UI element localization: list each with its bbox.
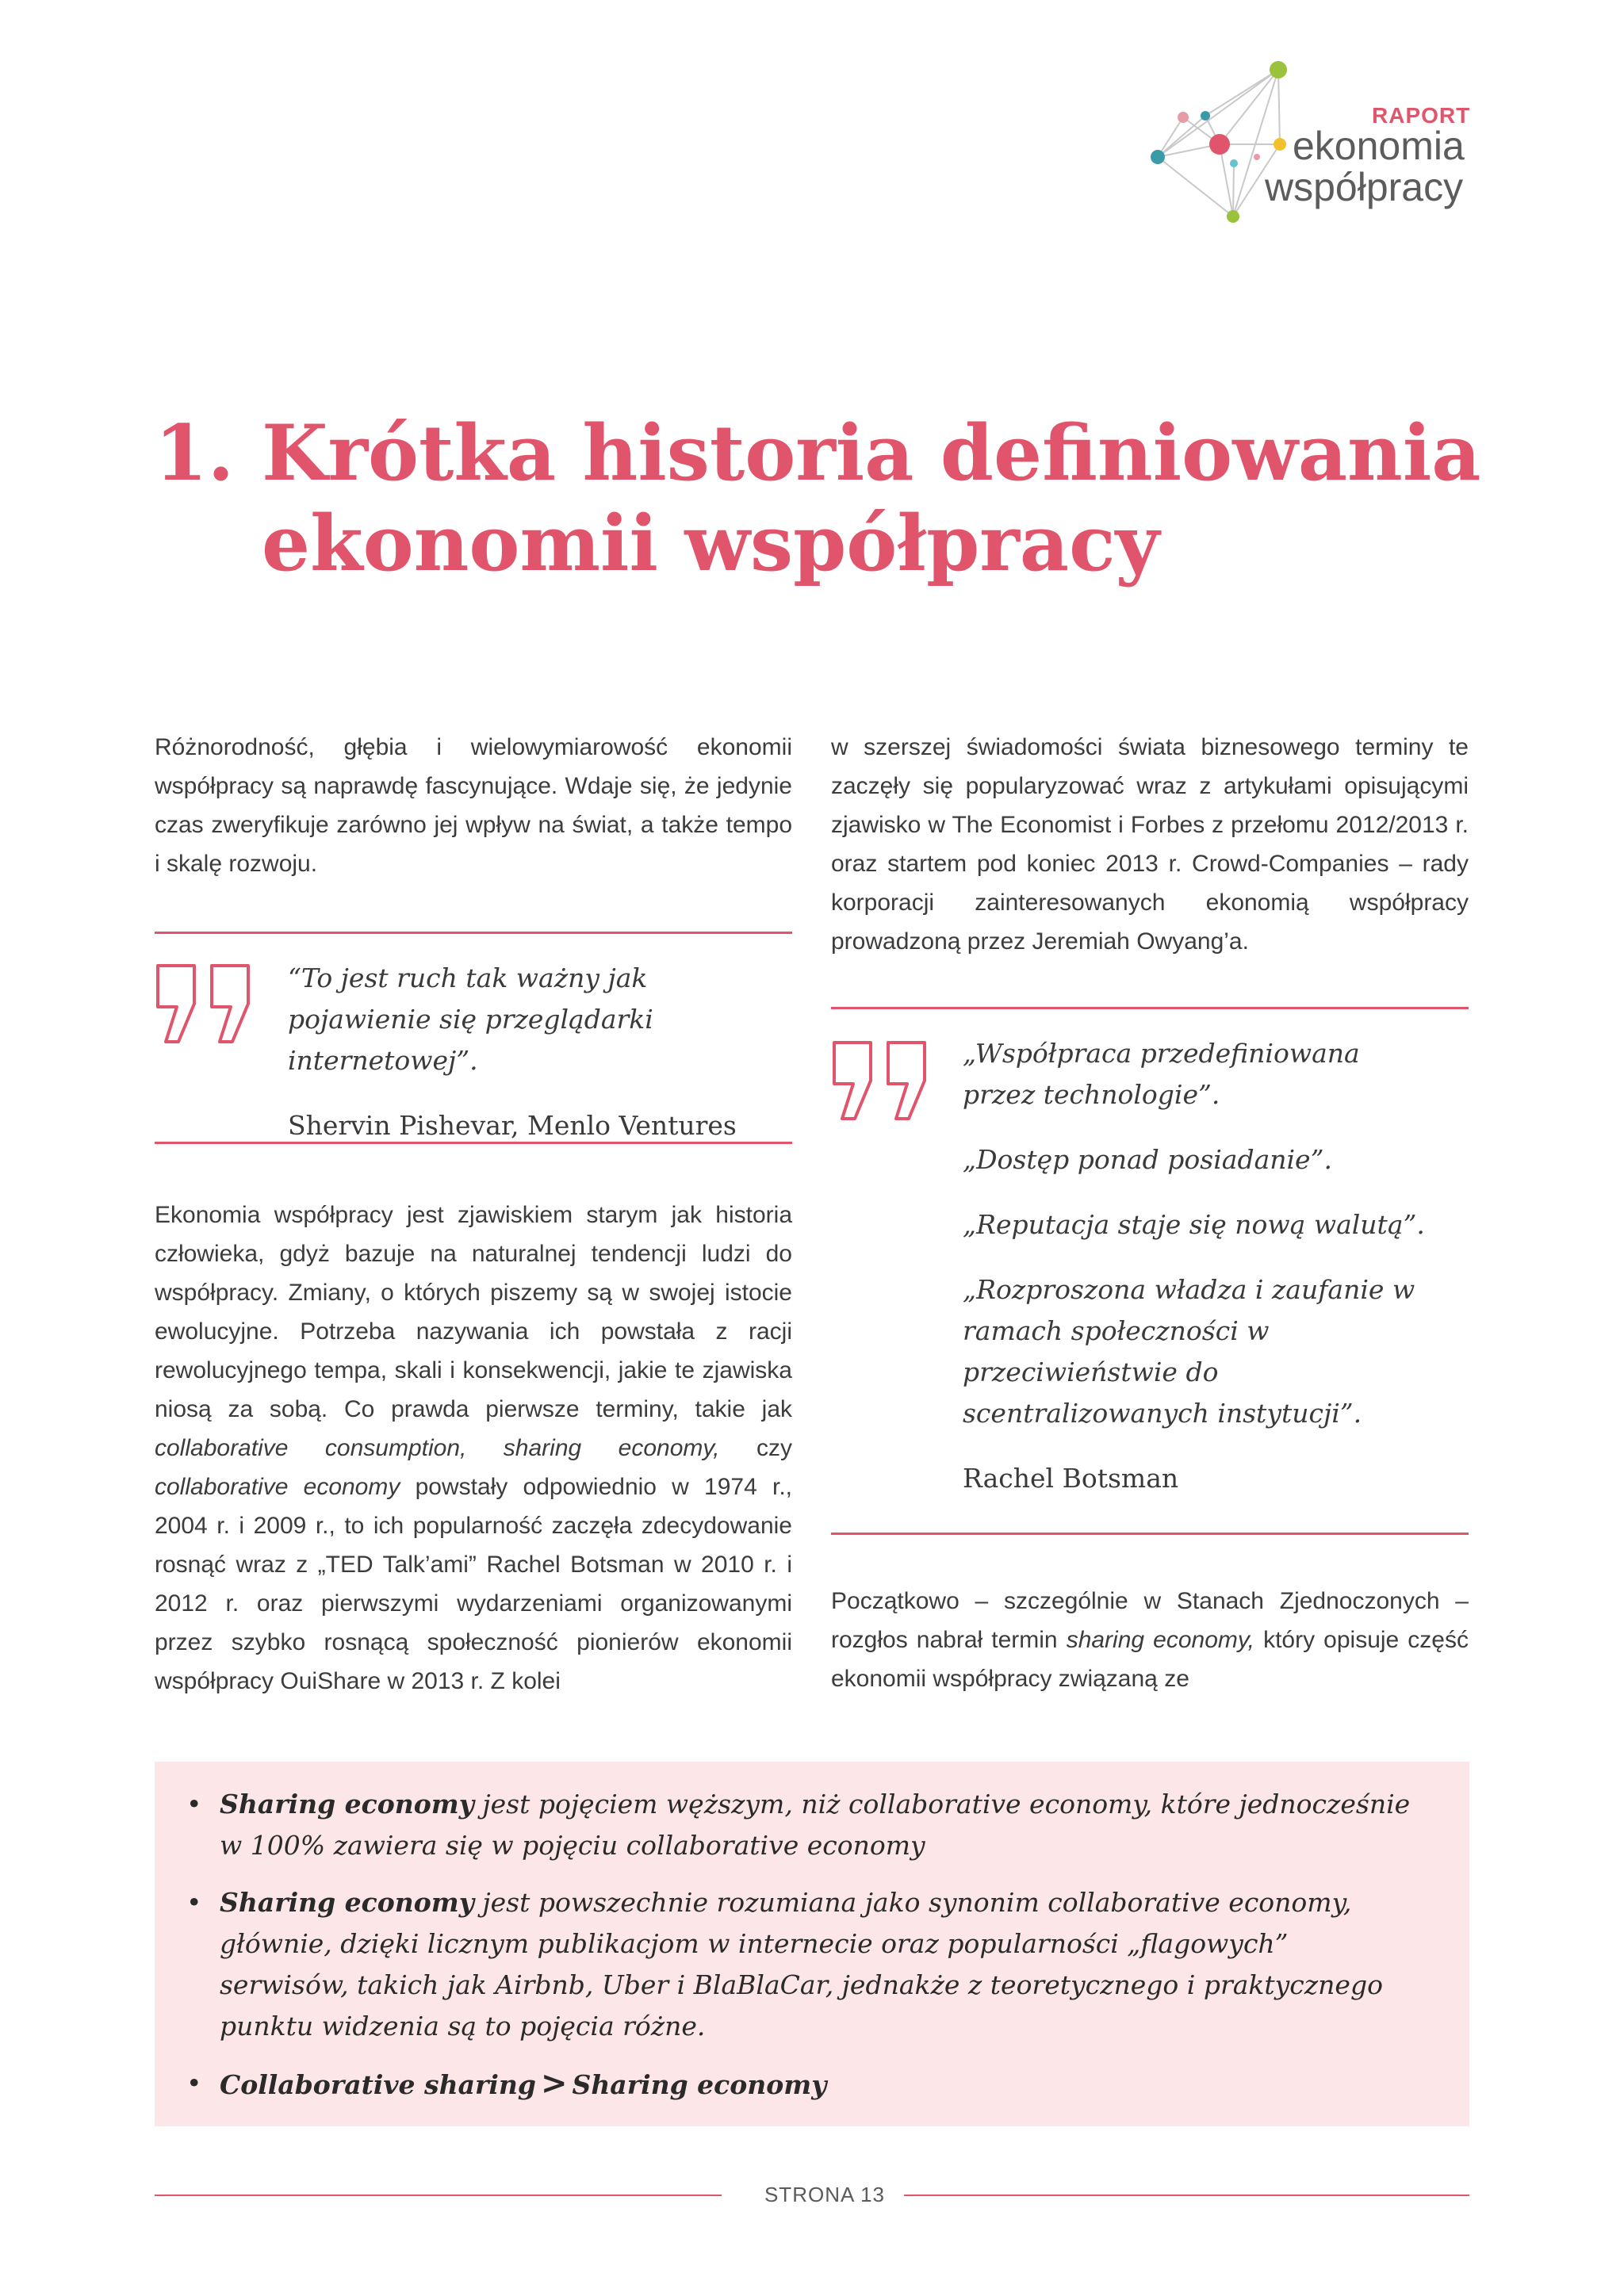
logo-line1: ekonomia: [1293, 124, 1465, 168]
text-run: który opisuje część ekonomii współpracy związaną ze: [831, 1627, 1469, 1692]
footer-divider-left: [155, 2195, 722, 2196]
summary-list: [186, 1784, 1423, 2122]
quote-marks-icon: [155, 962, 255, 1045]
left-intro-paragraph: Różnorodność, głębia i wielowymiarowość ekonomii współpracy są naprawdę fascynujące. Wdaje się, że jedynie czas zweryfikuje zarówno jej wpływ na świat, a także tempo i skalę rozwoju.: [155, 734, 792, 877]
logo-line2: współpracy: [1265, 165, 1464, 209]
logo-dot: [1151, 150, 1165, 164]
logo-dot: [1209, 134, 1230, 155]
report-logo: [1134, 55, 1483, 230]
text-run-italic: collaborative economy: [155, 1474, 400, 1500]
text-run: powstały odpowiednio w 1974 r., 2004 r. i 2009 r., to ich popularność zaczęła zdecydowanie rosnąć wraz z „TED Talk’ami” Rachel Botsman w 2010 r. i 2012 r. oraz pierwszymi wydarzeniami organizowanymi przez szybko rosnącą społeczność pionierów ekonomii współpracy OuiShare w 2013 r. Z kolei: [155, 1474, 792, 1694]
right-main-paragraph: [831, 1582, 1469, 1698]
text-run: Początkowo – szczególnie w Stanach Zjednoczonych – rozgłos nabrał termin: [831, 1588, 1469, 1653]
chapter-title-line2: ekonomii współpracy: [262, 499, 1160, 588]
term-bold: Collaborative sharing: [220, 2069, 536, 2100]
item-text: jest powszechnie rozumiana jako synonim collaborative economy, głównie, dzięki licznym publikacjom w internecie oraz popularności „flagowych” serwisów, takich jak Airbnb, Uber i BlaBlaCar, jednakże z teoretycznego i praktycznego punktu widzenia są to pojęcia różne.: [220, 1887, 1383, 2042]
left-quote-block: [155, 932, 792, 1144]
logo-dot: [1270, 61, 1287, 78]
right-intro-paragraph: w szerszej świadomości świata biznesowego terminy te zaczęły się popularyzować wraz z artykułami opisującymi zjawisko w The Economist i Forbes z przełomu 2012/2013 r. oraz startem pod koniec 2013 r. Crowd-Companies – rady korporacji zainteresowanych ekonomią współpracy prowadzoną przez Jeremiah Owyang’a.: [831, 734, 1469, 955]
greater-than-symbol: >: [540, 2064, 568, 2102]
quote-marks-icon: [831, 1039, 931, 1122]
quote-text: „Reputacja staje się nową walutą”.: [963, 1209, 1425, 1240]
logo-dot: [1230, 159, 1238, 167]
text-run: Ekonomia współpracy jest zjawiskiem starym jak historia człowieka, gdyż bazuje na naturalnej tendencji ludzi do współpracy. Zmiany, o których piszemy są w swojej istocie ewolucyjne. Potrzeba nazywania ich powstała z racji rewolucyjnego tempa, skali i konsekwencji, jakie te zjawiska niosą za sobą. Co prawda pierwsze terminy, takie jak: [155, 1202, 792, 1422]
term-bold: Sharing economy: [572, 2069, 827, 2100]
term-bold: Sharing economy: [220, 1789, 474, 1820]
logo-raport: RAPORT: [1372, 103, 1471, 128]
page-number: STRONA 13: [764, 2183, 886, 2206]
chapter-number: 1.: [155, 408, 235, 498]
text-run-italic: sharing economy,: [1066, 1627, 1254, 1653]
logo-dot: [1178, 112, 1189, 123]
list-item: [186, 2063, 1423, 2106]
chapter-title-line1: Krótka historia definiowania: [262, 408, 1481, 498]
logo-dot: [1201, 111, 1210, 121]
item-text: jest pojęciem węższym, niż collaborative economy, które jednocześnie w 100% zawiera się w pojęciu collaborative economy: [220, 1789, 1411, 1861]
logo-dot: [1274, 138, 1286, 151]
logo-dot: [1254, 154, 1260, 160]
text-run-italic: collaborative consumption, sharing economy,: [155, 1435, 720, 1461]
summary-box: [155, 1762, 1469, 2126]
list-item: [186, 1784, 1423, 1866]
text-run: czy: [719, 1435, 792, 1461]
quote-author: Shervin Pishevar, Menlo Ventures: [288, 1110, 737, 1141]
right-quote-block: [831, 1007, 1469, 1535]
footer-divider-right: [904, 2195, 1469, 2196]
quote-author: Rachel Botsman: [963, 1463, 1179, 1494]
term-bold: Sharing economy: [220, 1887, 474, 1918]
quote-text: „Rozproszona władza i zaufanie w ramach społeczności w przeciwieństwie do scentralizowanych instytucji”.: [963, 1274, 1415, 1429]
left-main-paragraph: [155, 1196, 792, 1701]
quote-text: „Dostęp ponad posiadanie”.: [963, 1144, 1332, 1175]
quote-text: „Współpraca przedefiniowana przez technologie”.: [963, 1038, 1360, 1110]
quote-text: “To jest ruch tak ważny jak pojawienie się przeglądarki internetowej”.: [288, 962, 653, 1076]
logo-dot: [1227, 210, 1239, 223]
list-item: [186, 1882, 1423, 2047]
